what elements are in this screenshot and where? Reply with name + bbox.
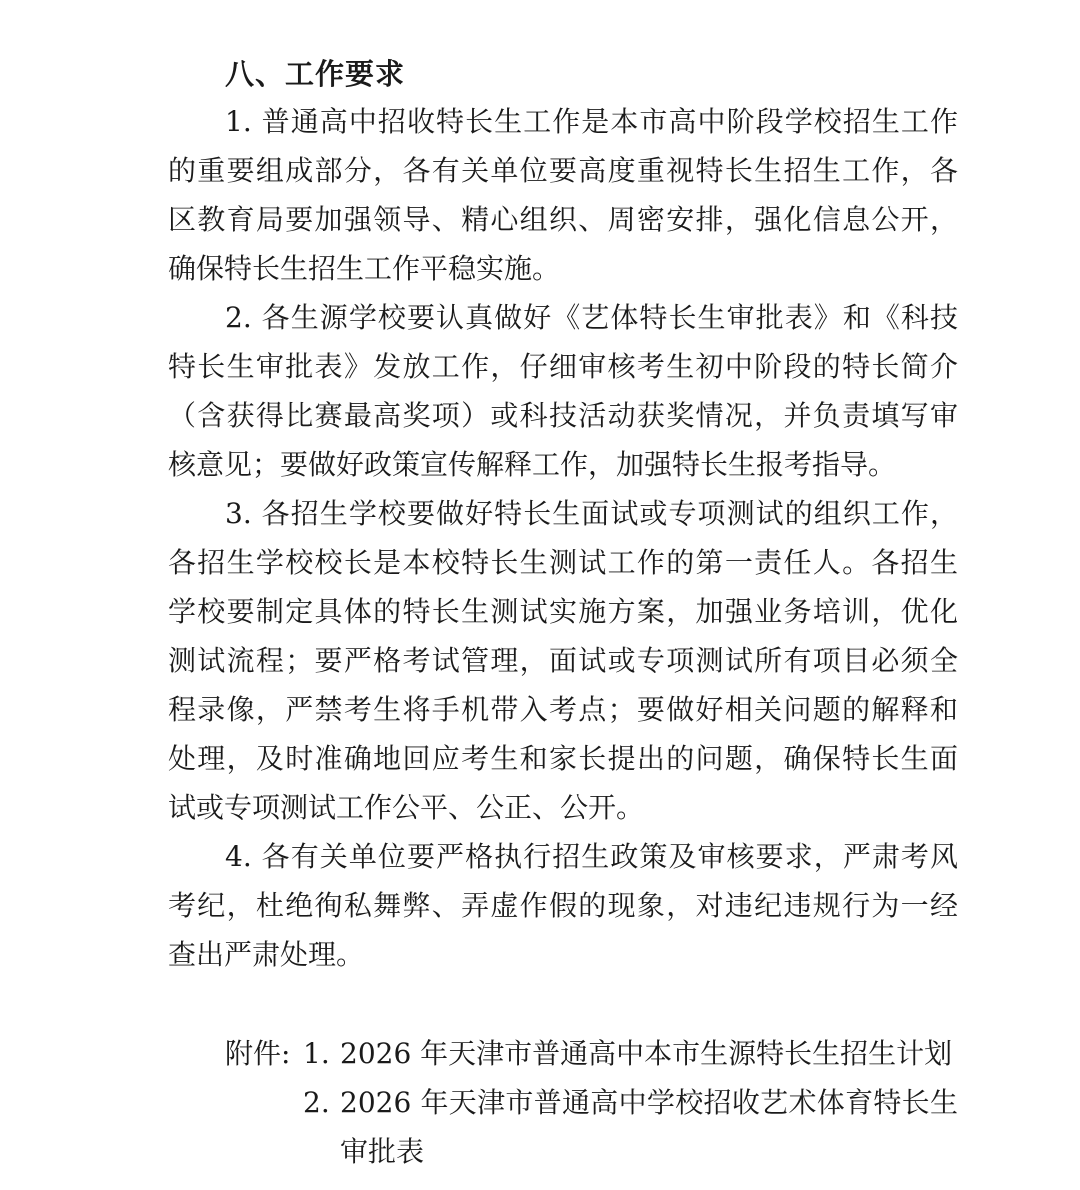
paragraph-line: （含获得比赛最高奖项）或科技活动获奖情况，并负责填写审 xyxy=(168,399,958,432)
paragraph-line: 考纪，杜绝徇私舞弊、弄虚作假的现象，对违纪违规行为一经 xyxy=(168,889,958,922)
paragraph-line: 核意见；要做好政策宣传解释工作，加强特长生报考指导。 xyxy=(168,448,897,481)
attachment-title-line: 审批表 xyxy=(340,1135,425,1168)
paragraph-line: 4. 各有关单位要严格执行招生政策及审核要求，严肃考风 xyxy=(225,840,958,873)
attachment-title-line: 2026 年天津市普通高中本市生源特长生招生计划 xyxy=(340,1037,953,1070)
attachment-number: 2. xyxy=(303,1086,330,1119)
paragraph-line: 各招生学校校长是本校特长生测试工作的第一责任人。各招生 xyxy=(168,546,958,579)
attachment-number: 1. xyxy=(303,1037,330,1070)
paragraph-line: 2. 各生源学校要认真做好《艺体特长生审批表》和《科技 xyxy=(225,301,958,334)
paragraph-line: 确保特长生招生工作平稳实施。 xyxy=(168,252,561,285)
paragraph-line: 查出严肃处理。 xyxy=(168,938,365,971)
paragraph-line: 1. 普通高中招收特长生工作是本市高中阶段学校招生工作 xyxy=(225,105,958,138)
paragraph-line: 区教育局要加强领导、精心组织、周密安排，强化信息公开， xyxy=(168,203,958,236)
paragraph-line: 3. 各招生学校要做好特长生面试或专项测试的组织工作， xyxy=(225,497,958,530)
section-heading: 八、工作要求 xyxy=(225,57,406,91)
paragraph-line: 试或专项测试工作公平、公正、公开。 xyxy=(168,791,645,824)
attachments-label: 附件: xyxy=(225,1037,291,1070)
paragraph-line: 程录像，严禁考生将手机带入考点；要做好相关问题的解释和 xyxy=(168,693,958,726)
attachment-title-line: 2026 年天津市普通高中学校招收艺术体育特长生 xyxy=(340,1086,958,1119)
paragraph-line: 的重要组成部分，各有关单位要高度重视特长生招生工作，各 xyxy=(168,154,958,187)
paragraph-line: 学校要制定具体的特长生测试实施方案，加强业务培训，优化 xyxy=(168,595,958,628)
paragraph-line: 处理，及时准确地回应考生和家长提出的问题，确保特长生面 xyxy=(168,742,958,775)
paragraph-line: 特长生审批表》发放工作，仔细审核考生初中阶段的特长简介 xyxy=(168,350,958,383)
paragraph-line: 测试流程；要严格考试管理，面试或专项测试所有项目必须全 xyxy=(168,644,958,677)
